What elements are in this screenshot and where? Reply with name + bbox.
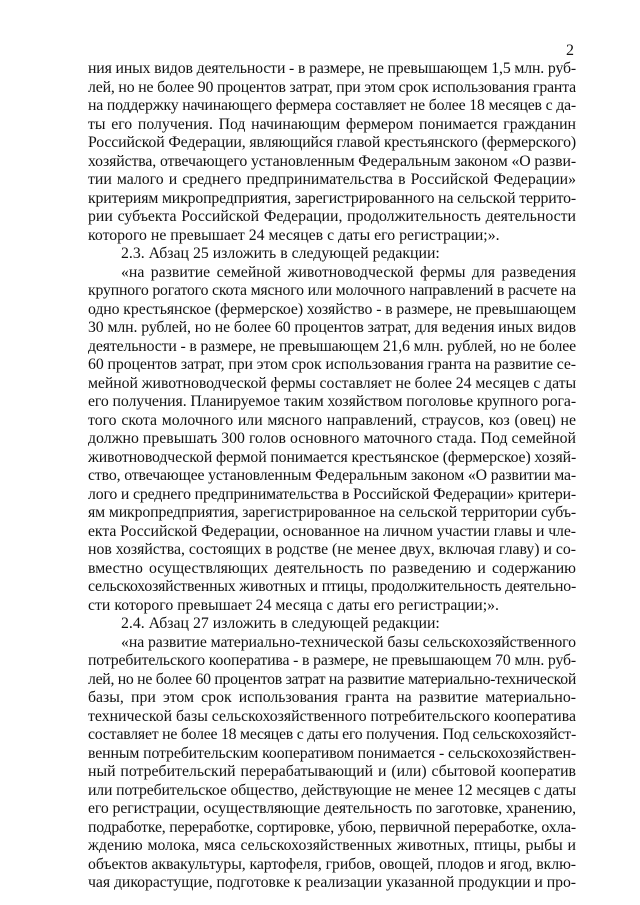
text-line: или потребительское общество, действующие не менее 12 месяцев с даты [88, 781, 576, 799]
text-line: Российской Федерации, являющийся главой крестьянского (фермерского) [88, 134, 576, 151]
text-line: объектов аквакультуры, картофеля, грибов, овощей, плодов и ягод, вклю- [88, 855, 576, 873]
text-line: хозяйства, отвечающего установленным Федеральным законом «О разви- [88, 152, 576, 170]
text-line: ный потребительский перерабатывающий и (или) сбытовой кооператив [88, 763, 576, 780]
text-line: рии субъекта Российской Федерации, продолжительность деятельности [88, 208, 576, 225]
text-line: тии малого и среднего предпринимательства в Российской Федерации» [88, 171, 576, 188]
text-line: сельскохозяйственных животных и птицы, продолжительность деятельно- [88, 578, 576, 595]
text-line: ждению молока, мяса сельскохозяйственных животных, птицы, рыбы и [88, 837, 576, 854]
text-line: нов хозяйства, состоящих в родстве (не менее двух, включая главу) и со- [88, 541, 576, 558]
text-line: мейной животноводческой фермы составляет не более 24 месяцев с даты [88, 374, 576, 392]
text-line: потребительского кооператива - в размере, не превышающем 70 млн. руб- [88, 652, 576, 669]
text-line: одно крестьянское (фермерское) хозяйство - в размере, не превышающем [88, 300, 576, 318]
text-line: того скота молочного или мясного направлений, страусов, коз (овец) не [88, 411, 576, 429]
text-line: «на развитие материально-технической базы сельскохозяйственного [121, 633, 576, 651]
text-line: 60 процентов затрат, при этом срок использования гранта на развитие се- [88, 356, 576, 373]
text-line: 30 млн. рублей, но не более 60 процентов затрат, для ведения иных видов [88, 319, 576, 336]
text-line: подработке, переработке, сортировке, убою, первичной переработке, охла- [88, 818, 576, 836]
text-line: екта Российской Федерации, основанное на личном участии главы и чле- [88, 522, 576, 540]
text-line: 2.4. Абзац 27 изложить в следующей редакции: [121, 615, 440, 632]
text-line: деятельности - в размере, не превышающем 21,6 млн. рублей, но не более [88, 337, 576, 355]
text-line: критериям микропредприятия, зарегистрированного на сельской террито- [88, 189, 576, 207]
text-line: базы, при этом срок использования гранта на развитие материально- [88, 689, 576, 706]
text-line: ям микропредприятия, зарегистрированное на сельской территории субъ- [88, 504, 576, 521]
text-line: лей, но не более 60 процентов затрат на развитие материально-технической [88, 670, 576, 688]
text-line: «на развитие семейной животноводческой фермы для разведения [121, 263, 576, 281]
text-line: ство, отвечающее установленным Федеральным законом «О развитии ма- [88, 467, 576, 484]
text-line: венным потребительским кооперативом понимается - сельскохозяйствен- [88, 744, 576, 762]
text-line: сти которого превышает 24 месяца с даты его регистрации;». [88, 596, 499, 614]
text-line: вместно осуществляющих деятельность по разведению и содержанию [88, 559, 576, 577]
text-line: на поддержку начинающего фермера составляет не более 18 месяцев с да- [88, 97, 576, 114]
text-line: которого не превышает 24 месяцев с даты его регистрации;». [88, 226, 500, 244]
text-line: его получения. Планируемое таким хозяйством поголовье крупного рога- [88, 393, 576, 410]
text-line: 2.3. Абзац 25 изложить в следующей редакции: [121, 245, 440, 262]
text-line: животноводческой фермой понимается крестьянское (фермерское) хозяй- [88, 448, 577, 466]
text-line: ния иных видов деятельности - в размере, не превышающем 1,5 млн. руб- [88, 60, 576, 77]
text-line: составляет не более 18 месяцев с даты его получения. Под сельскохозяйст- [88, 726, 576, 743]
text-line: должно превышать 300 голов основного маточного стада. Под семейной [88, 430, 576, 447]
text-line: технической базы сельскохозяйственного потребительского кооператива [88, 707, 576, 725]
text-line: лого и среднего предпринимательства в Российской Федерации» критери- [88, 485, 576, 503]
text-line: ты его получения. Под начинающим фермером понимается гражданин [88, 115, 576, 133]
text-line: чая дикорастущие, подготовке к реализации указанной продукции и про- [88, 874, 576, 891]
page-number: 2 [566, 42, 574, 59]
text-line: лей, но не более 90 процентов затрат, при этом срок использования гранта [88, 78, 576, 96]
text-line: крупного рогатого скота мясного или молочного направлений в расчете на [88, 282, 576, 299]
text-line: его регистрации, осуществляющие деятельность по заготовке, хранению, [88, 800, 576, 817]
